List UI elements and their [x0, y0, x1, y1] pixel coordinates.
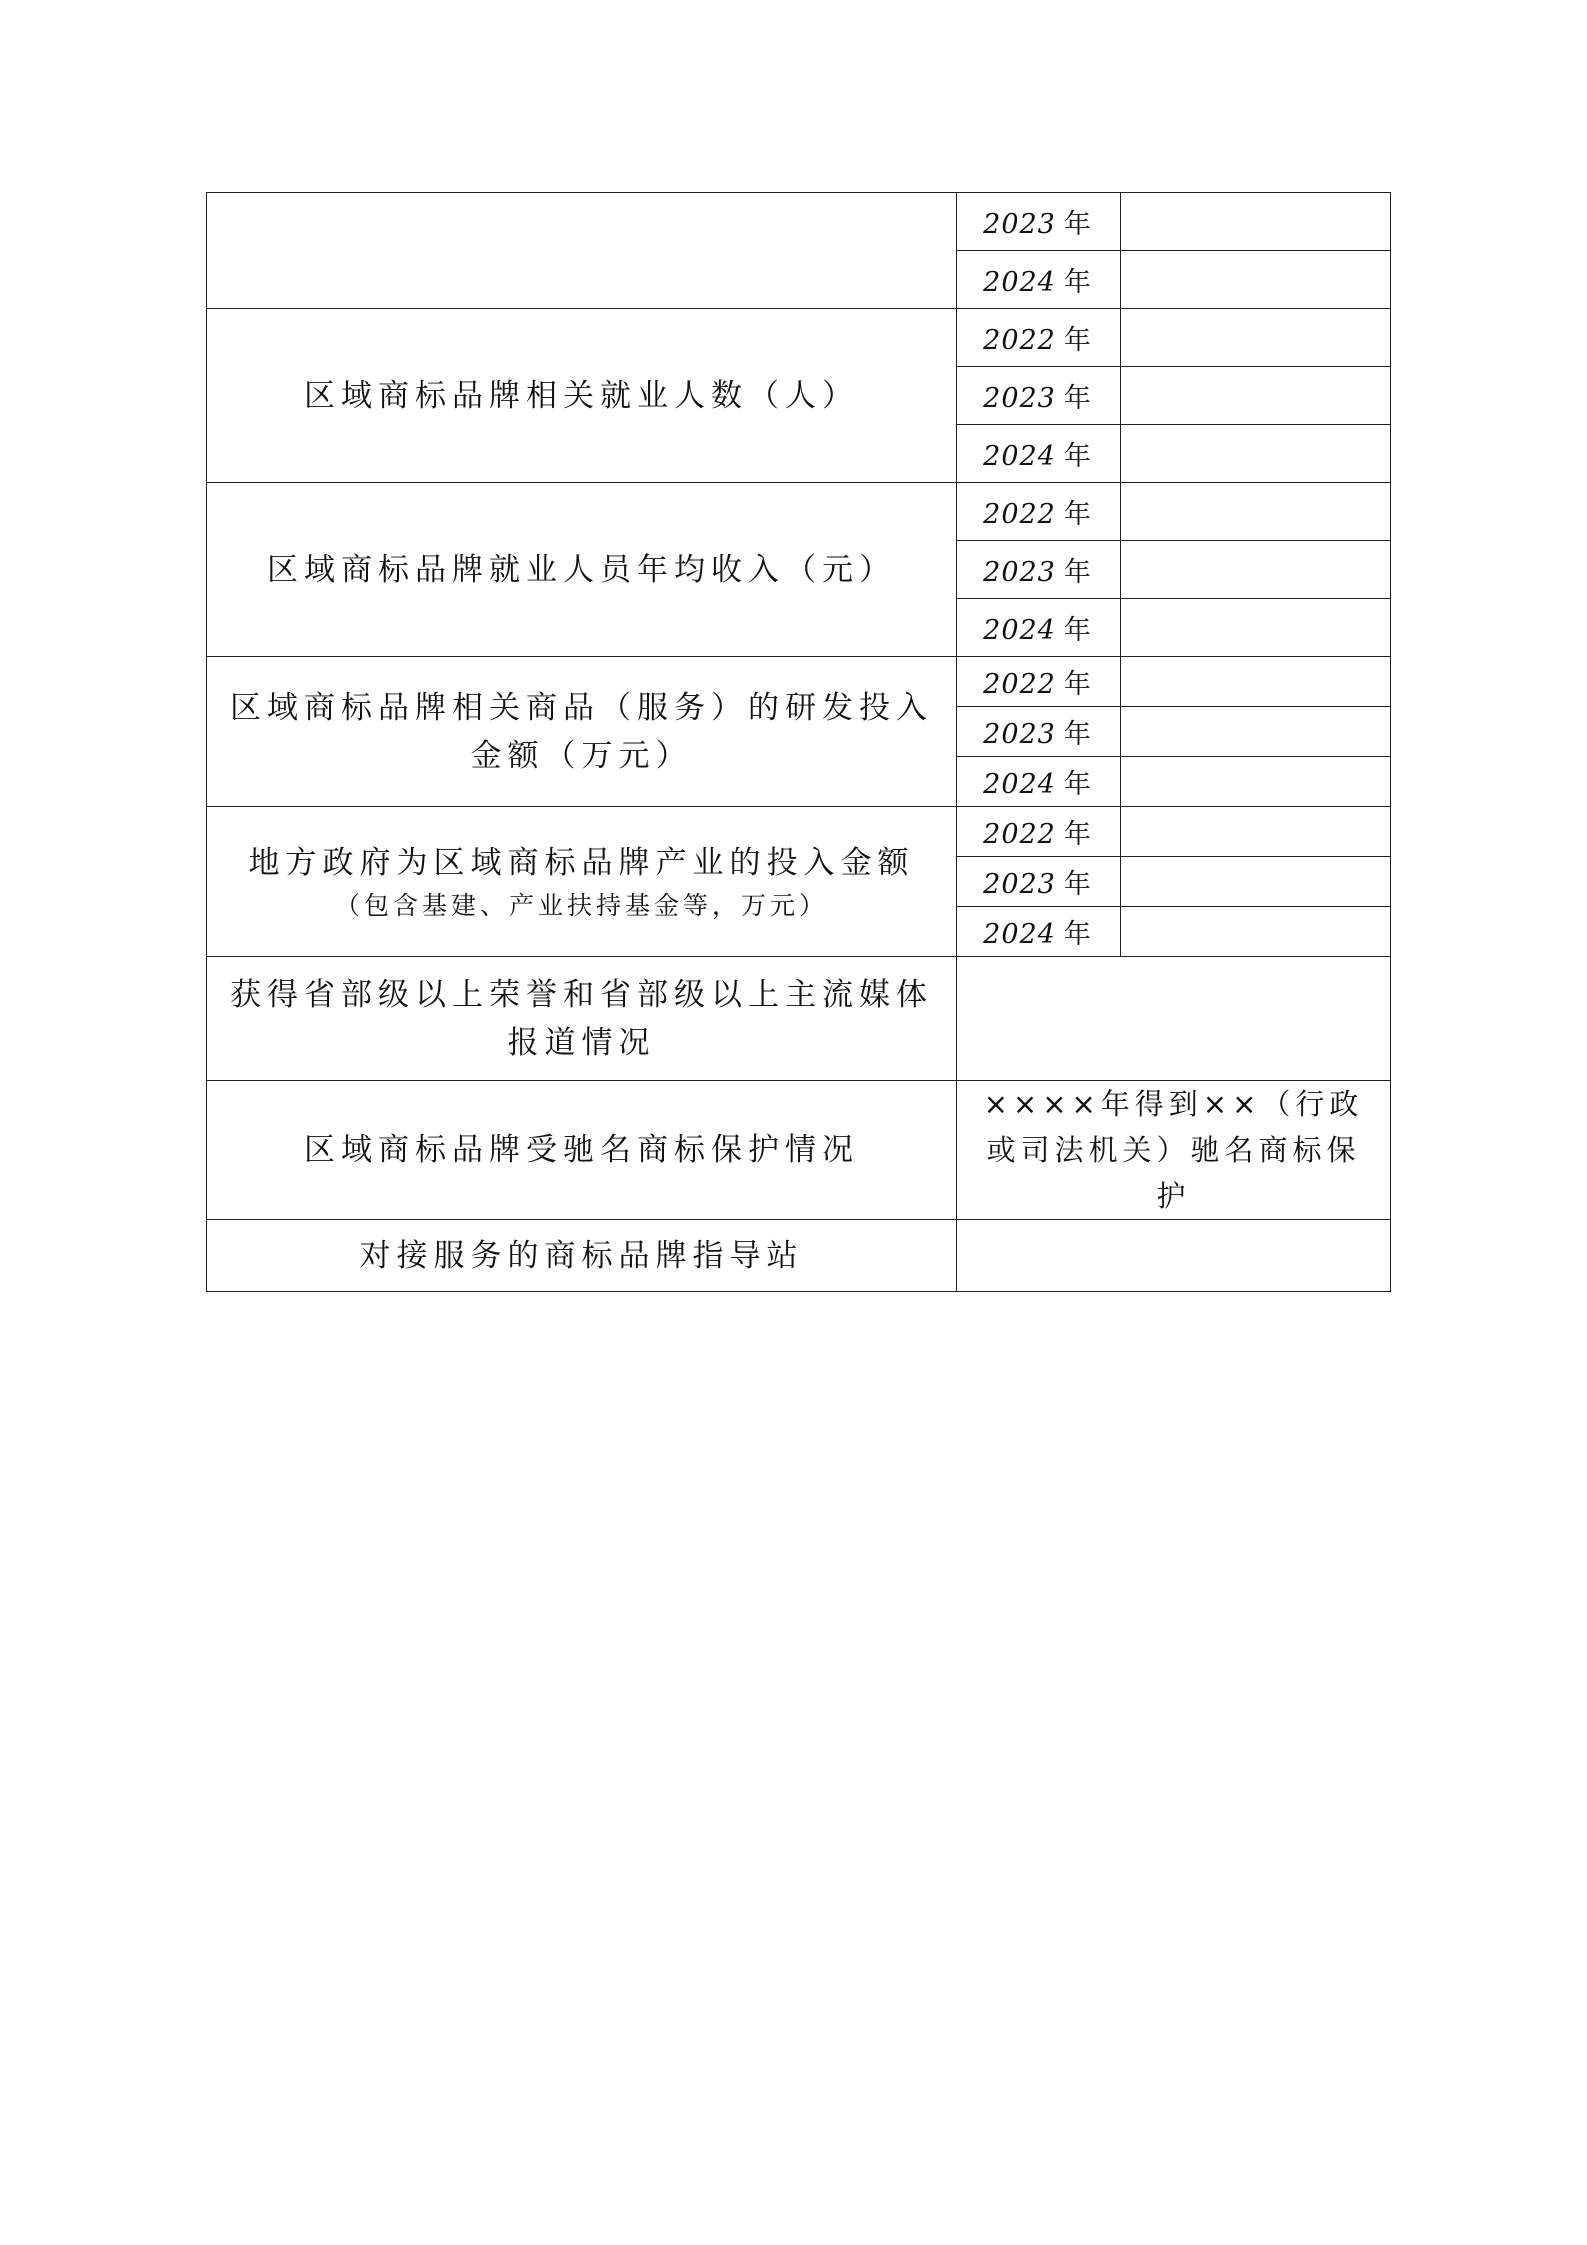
row-label-income: 区域商标品牌就业人员年均收入（元） [207, 483, 957, 657]
protection-value-text: ××××年得到××（行政或司法机关）驰名商标保护 [983, 1087, 1364, 1213]
year-number: 2024 [983, 441, 1056, 472]
value-input-cell[interactable] [1121, 483, 1391, 541]
table-row [207, 1081, 1391, 1220]
row-label-text: 地方政府为区域商标品牌产业的投入金额 [248, 844, 915, 881]
year-cell [957, 251, 1121, 309]
table-row [207, 483, 1391, 541]
year-cell [957, 857, 1121, 907]
year-cell [957, 707, 1121, 757]
year-unit: 年 [1063, 325, 1094, 356]
year-number: 2024 [983, 615, 1056, 646]
year-unit: 年 [1063, 919, 1094, 950]
guidance-station-value-cell[interactable] [957, 1220, 1391, 1292]
year-unit: 年 [1063, 383, 1094, 414]
value-input-cell[interactable] [1121, 657, 1391, 707]
table-row [207, 957, 1391, 1081]
table-row [207, 309, 1391, 367]
year-unit: 年 [1063, 819, 1094, 850]
table-row [207, 1220, 1391, 1292]
year-number: 2022 [983, 499, 1056, 530]
year-number: 2024 [983, 769, 1056, 800]
year-number: 2023 [983, 557, 1056, 588]
year-cell [957, 599, 1121, 657]
year-unit: 年 [1063, 669, 1094, 700]
value-input-cell[interactable] [1121, 857, 1391, 907]
year-number: 2024 [983, 919, 1056, 950]
year-unit: 年 [1063, 267, 1094, 298]
year-number: 2022 [983, 325, 1056, 356]
protection-value-cell[interactable] [957, 1081, 1391, 1220]
row-label-rnd [207, 657, 957, 807]
year-number: 2022 [983, 819, 1056, 850]
year-cell [957, 367, 1121, 425]
year-unit: 年 [1063, 719, 1094, 750]
year-cell [957, 193, 1121, 251]
year-unit: 年 [1063, 615, 1094, 646]
year-cell [957, 541, 1121, 599]
value-input-cell[interactable] [1121, 707, 1391, 757]
year-number: 2023 [983, 209, 1056, 240]
value-input-cell[interactable] [1121, 541, 1391, 599]
year-unit: 年 [1063, 557, 1094, 588]
year-cell [957, 483, 1121, 541]
year-unit: 年 [1063, 441, 1094, 472]
value-input-cell[interactable] [1121, 309, 1391, 367]
year-unit: 年 [1063, 869, 1094, 900]
year-cell [957, 757, 1121, 807]
row-label-honors [207, 957, 957, 1081]
row-label-text: 区域商标品牌相关商品（服务）的研发投入金额（万元） [230, 689, 933, 774]
form-table [206, 192, 1391, 1292]
value-input-cell[interactable] [1121, 907, 1391, 957]
row-label [207, 193, 957, 309]
value-input-cell[interactable] [1121, 807, 1391, 857]
year-number: 2022 [983, 669, 1056, 700]
value-input-cell[interactable] [1121, 367, 1391, 425]
value-input-cell[interactable] [1121, 599, 1391, 657]
table-row [207, 807, 1391, 857]
year-unit: 年 [1063, 499, 1094, 530]
year-unit: 年 [1063, 209, 1094, 240]
honors-value-cell[interactable] [957, 957, 1391, 1081]
year-cell [957, 425, 1121, 483]
row-label-guidance-station: 对接服务的商标品牌指导站 [207, 1220, 957, 1292]
table-row [207, 657, 1391, 707]
year-number: 2024 [983, 267, 1056, 298]
year-cell [957, 907, 1121, 957]
year-number: 2023 [983, 719, 1056, 750]
year-number: 2023 [983, 383, 1056, 414]
year-cell [957, 309, 1121, 367]
year-cell [957, 657, 1121, 707]
row-label-employment: 区域商标品牌相关就业人数（人） [207, 309, 957, 483]
row-label-text: 获得省部级以上荣誉和省部级以上主流媒体报道情况 [230, 976, 933, 1061]
year-number: 2023 [983, 869, 1056, 900]
value-input-cell[interactable] [1121, 251, 1391, 309]
row-label-well-known-protection: 区域商标品牌受驰名商标保护情况 [207, 1081, 957, 1220]
row-label-note: （包含基建、产业扶持基金等，万元） [334, 890, 828, 920]
value-input-cell[interactable] [1121, 757, 1391, 807]
table-row [207, 193, 1391, 251]
row-label-gov-investment [207, 807, 957, 957]
value-input-cell[interactable] [1121, 425, 1391, 483]
year-cell [957, 807, 1121, 857]
year-unit: 年 [1063, 769, 1094, 800]
value-input-cell[interactable] [1121, 193, 1391, 251]
